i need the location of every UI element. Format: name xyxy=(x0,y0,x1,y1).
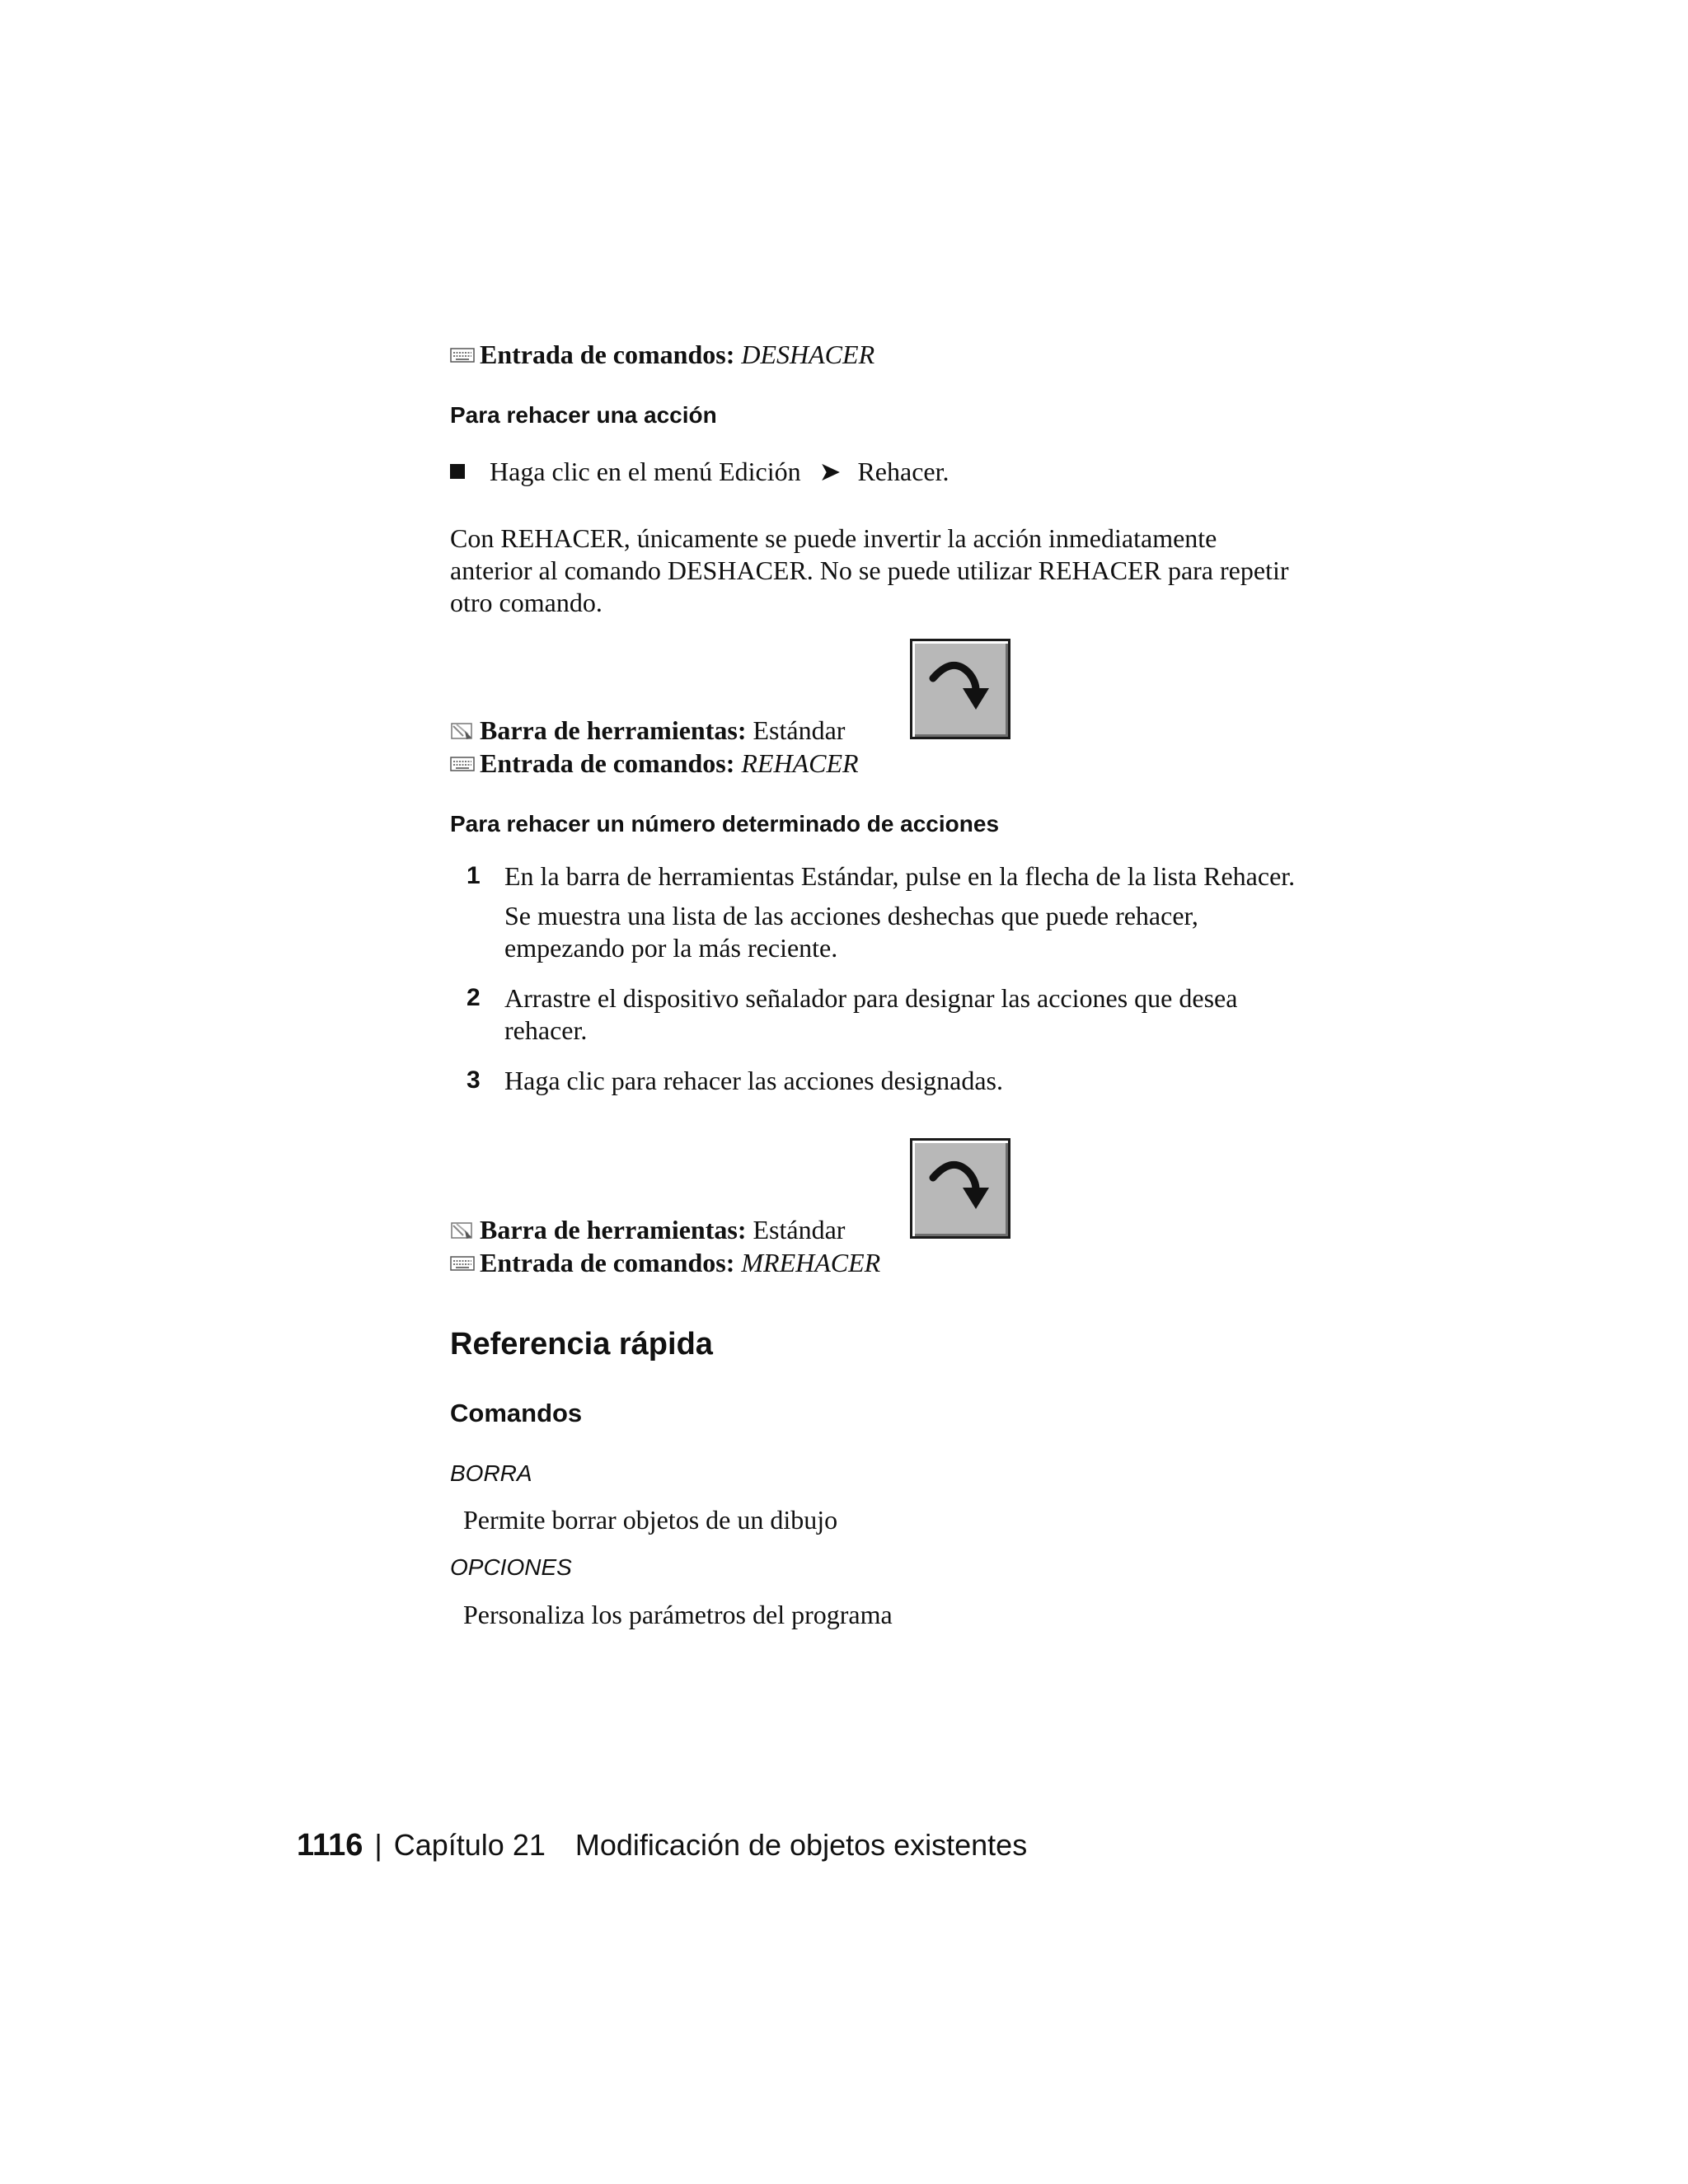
command-entry-value: DESHACER xyxy=(741,340,875,369)
toolbar-value: Estándar xyxy=(753,715,846,745)
step-line: Haga clic para rehacer las acciones designadas. xyxy=(504,1066,1003,1095)
command-entry-value: REHACER xyxy=(741,748,859,778)
redo-button-image xyxy=(910,1138,1010,1239)
toolbar-entry-mrehacer xyxy=(450,1215,845,1245)
keyboard-icon xyxy=(450,1254,475,1273)
command-entry-value: MREHACER xyxy=(741,1248,881,1277)
command-name: BORRA xyxy=(450,1460,532,1486)
command-entry-rehacer xyxy=(450,748,859,779)
command-desc: Personaliza los parámetros del programa xyxy=(463,1600,893,1629)
section-heading-multi: Para rehacer un número determinado de acciones xyxy=(450,811,1000,837)
quickref-heading: Referencia rápida xyxy=(450,1327,713,1361)
toolbar-value: Estándar xyxy=(753,1215,846,1244)
command-entry-label: Entrada de comandos: xyxy=(480,1248,735,1277)
step-text xyxy=(504,982,1345,1047)
command-desc: Permite borrar objetos de un dibujo xyxy=(463,1505,838,1535)
footer-chapter-title: Modificación de objetos existentes xyxy=(574,1828,1028,1862)
command-entry-label: Entrada de comandos: xyxy=(480,748,735,778)
bullet-item xyxy=(450,456,949,487)
toolbar-label: Barra de herramientas: xyxy=(480,1215,747,1244)
step-line: Arrastre el dispositivo señalador para designar las acciones que desea xyxy=(504,983,1238,1013)
redo-button-image xyxy=(910,639,1010,739)
quickref-subheading: Comandos xyxy=(450,1399,583,1427)
step-subline: Se muestra una lista de las acciones deshechas que puede rehacer, xyxy=(504,901,1198,930)
keyboard-icon xyxy=(450,754,475,774)
step-number: 1 xyxy=(467,862,481,889)
step-text xyxy=(504,860,1345,893)
paragraph-line: Con REHACER, únicamente se puede invertir la acción inmediatamente xyxy=(450,523,1217,553)
step-subline: empezando por la más reciente. xyxy=(504,933,838,963)
bullet-text: Haga clic en el menú Edición xyxy=(490,457,801,486)
command-name: OPCIONES xyxy=(450,1554,572,1580)
step-number: 3 xyxy=(467,1066,481,1094)
footer-separator: | xyxy=(374,1828,382,1862)
bullet-square-icon xyxy=(450,464,465,479)
toolbar-entry-rehacer xyxy=(450,715,845,746)
command-entry-deshacer xyxy=(450,340,874,370)
section-heading-redo: Para rehacer una acción xyxy=(450,402,717,428)
bullet-menu-target: Rehacer. xyxy=(857,457,950,486)
redo-paragraph xyxy=(450,523,1348,619)
step-number: 2 xyxy=(467,984,481,1011)
toolbar-icon xyxy=(450,1221,475,1240)
page-number: 1116 xyxy=(297,1828,363,1863)
page-footer xyxy=(297,1828,1027,1863)
keyboard-icon xyxy=(450,345,475,365)
footer-chapter: Capítulo 21 xyxy=(393,1828,546,1862)
menu-arrow-icon: ➤ xyxy=(818,457,842,486)
toolbar-label: Barra de herramientas: xyxy=(480,715,747,745)
paragraph-line: otro comando. xyxy=(450,588,603,617)
command-entry-mrehacer xyxy=(450,1248,880,1278)
paragraph-line: anterior al comando DESHACER. No se puede utilizar REHACER para repetir xyxy=(450,555,1289,585)
command-entry-label: Entrada de comandos: xyxy=(480,340,735,369)
step-line: rehacer. xyxy=(504,1015,588,1045)
step-line: En la barra de herramientas Estándar, pulse en la flecha de la lista Rehacer. xyxy=(504,861,1296,891)
toolbar-icon xyxy=(450,721,475,741)
step-text xyxy=(504,1065,1345,1097)
step-subtext xyxy=(504,900,1345,964)
